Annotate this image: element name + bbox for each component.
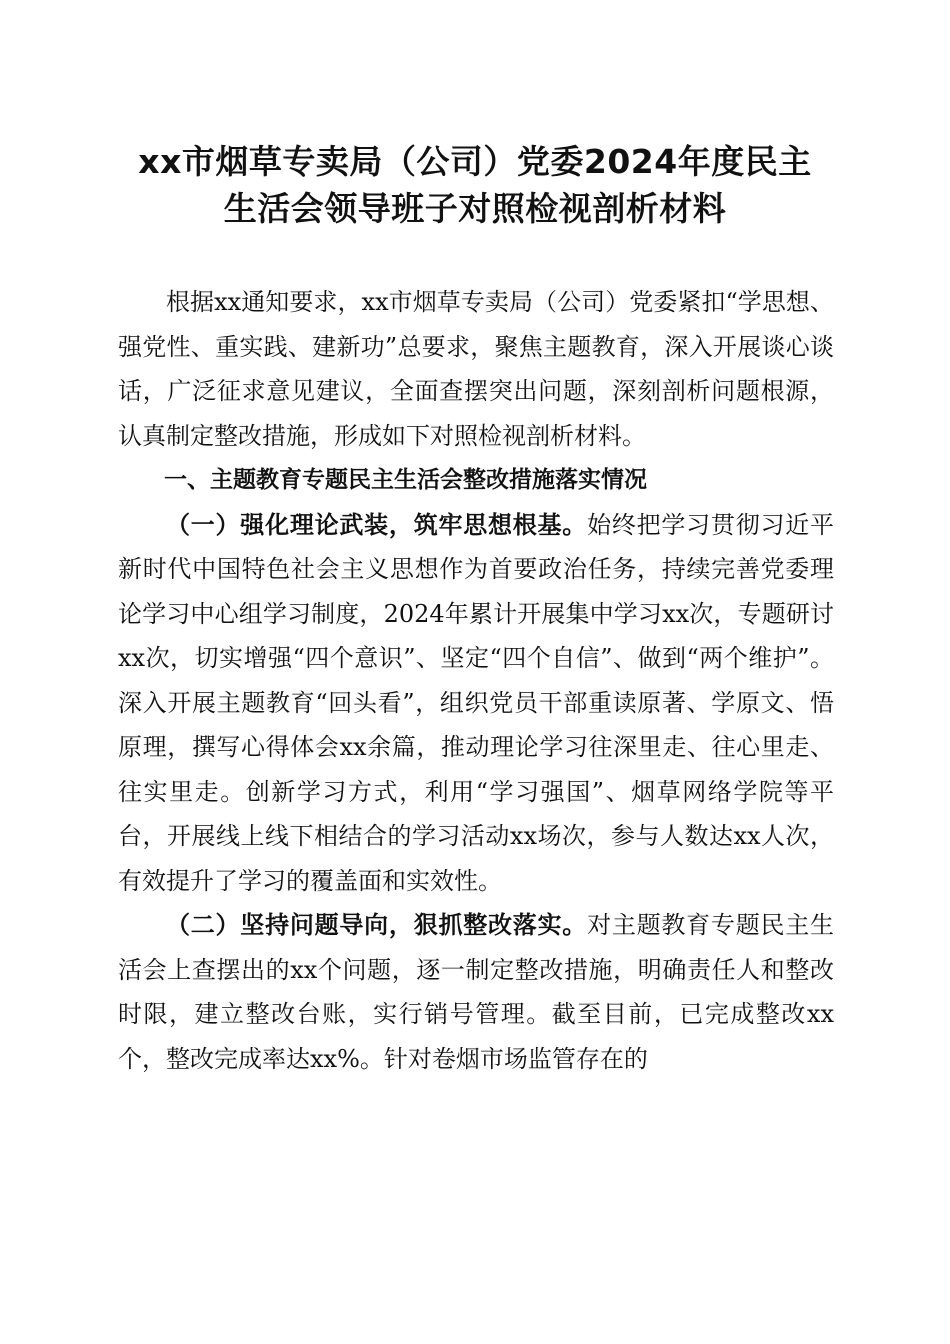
document-body (118, 280, 834, 1081)
intro-paragraph: 根据xx通知要求，xx市烟草专卖局（公司）党委紧扣“学思想、强党性、重实践、建新功”总要求，聚焦主题教育，深入开展谈心谈话，广泛征求意见建议，全面查摆突出问题，深刻剖析问题根源，认真制定整改措施，形成如下对照检视剖析材料。 (118, 288, 834, 450)
item-lead-1: （一）强化理论武装，筑牢思想根基。 (166, 510, 588, 539)
section-heading-1: 一、主题教育专题民主生活会整改措施落实情况 (164, 467, 647, 493)
item-text-2: 对主题教育专题民主生活会上查摆出的xx个问题，逐一制定整改措施，明确责任人和整改时限，建立整改台账，实行销号管理。截至目前，已完成整改xx个，整改完成率达xx%。针对卷烟市场监管存在的 (118, 911, 835, 1073)
title-line-1: xx市烟草专卖局（公司）党委2024年度民主 (138, 142, 812, 181)
item-lead-2: （二）坚持问题导向，狠抓整改落实。 (166, 911, 588, 939)
document-title (100, 138, 850, 232)
title-line-2: 生活会领导班子对照检视剖析材料 (223, 189, 727, 228)
item-text-1: 始终把学习贯彻习近平新时代中国特色社会主义思想作为首要政治任务，持续完善党委理论学习中心组学习制度，2024年累计开展集中学习xx次，专题研讨xx次，切实增强“四个意识”、坚定“四个自信”、做到“两个维护”。深入开展主题教育“回头看”，组织党员干部重读原著、学原文、悟原理，撰写心得体会xx余篇，推动理论学习往深里走、往心里走、往实里走。创新学习方式，利用“学习强国”、烟草网络学院等平台，开展线上线下相结合的学习活动xx场次，参与人数达xx人次，有效提升了学习的覆盖面和实效性。 (118, 510, 835, 895)
item-paragraph-1 (118, 503, 834, 904)
item-paragraph-2 (118, 903, 834, 1081)
